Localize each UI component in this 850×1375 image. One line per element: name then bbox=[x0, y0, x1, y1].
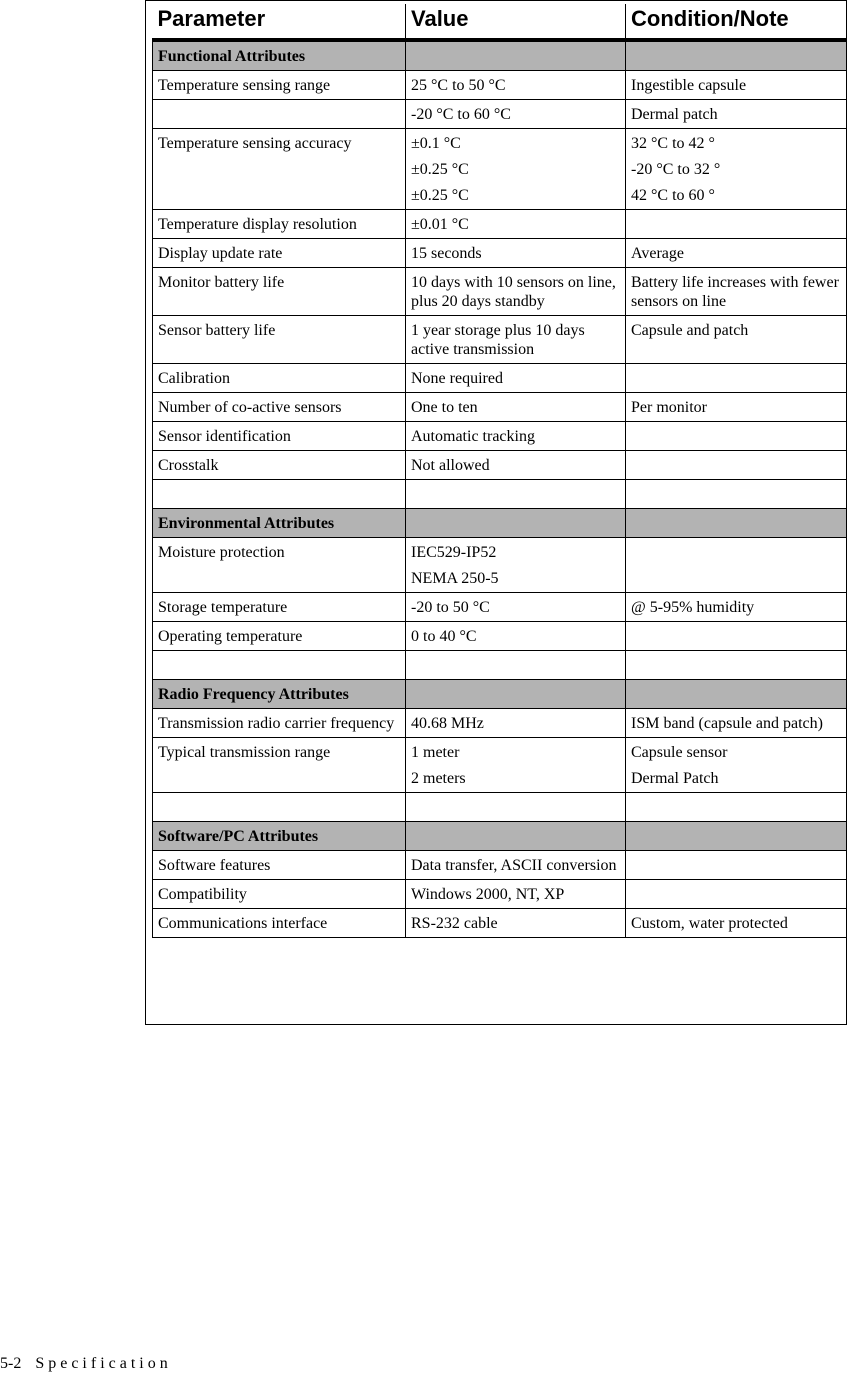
table-row bbox=[153, 71, 847, 100]
condition-cell bbox=[626, 422, 847, 451]
cell-line: IEC529-IP52 bbox=[411, 544, 497, 561]
condition-cell bbox=[626, 622, 847, 651]
value-cell bbox=[406, 538, 626, 593]
cell-line: Sensor identification bbox=[158, 428, 291, 445]
cell-line: Sensor battery life bbox=[158, 322, 276, 339]
blank-row bbox=[153, 651, 847, 680]
section-title-cell: Functional Attributes bbox=[153, 40, 406, 71]
table-row bbox=[153, 210, 847, 239]
cell-line: Operating temperature bbox=[158, 628, 303, 645]
condition-cell bbox=[626, 738, 847, 793]
value-cell bbox=[406, 239, 626, 268]
parameter-cell bbox=[153, 239, 406, 268]
condition-cell bbox=[626, 509, 847, 538]
cell-line: Capsule sensor bbox=[631, 744, 728, 761]
table-row bbox=[153, 268, 847, 316]
value-cell bbox=[406, 651, 626, 680]
condition-cell bbox=[626, 709, 847, 738]
column-header-value: Value bbox=[406, 4, 626, 40]
value-cell bbox=[406, 680, 626, 709]
cell-line: Temperature display resolution bbox=[158, 216, 357, 233]
condition-cell bbox=[626, 364, 847, 393]
cell-line: 0 to 40 °C bbox=[411, 628, 477, 645]
table-row bbox=[153, 738, 847, 793]
value-cell bbox=[406, 393, 626, 422]
condition-cell bbox=[626, 393, 847, 422]
value-cell bbox=[406, 316, 626, 364]
table-row bbox=[153, 909, 847, 938]
cell-line: ±0.1 °C bbox=[411, 135, 461, 152]
parameter-cell bbox=[153, 793, 406, 822]
cell-line: Custom, water protected bbox=[631, 915, 788, 932]
value-cell bbox=[406, 909, 626, 938]
parameter-cell bbox=[153, 909, 406, 938]
value-cell bbox=[406, 622, 626, 651]
parameter-cell bbox=[153, 100, 406, 129]
value-cell bbox=[406, 129, 626, 210]
section-title-cell: Radio Frequency Attributes bbox=[153, 680, 406, 709]
cell-line: Temperature sensing range bbox=[158, 77, 331, 94]
condition-cell bbox=[626, 451, 847, 480]
table-row bbox=[153, 451, 847, 480]
table-row bbox=[153, 622, 847, 651]
page-footer bbox=[0, 1355, 172, 1373]
condition-cell bbox=[626, 316, 847, 364]
parameter-cell bbox=[153, 393, 406, 422]
value-cell bbox=[406, 422, 626, 451]
parameter-cell bbox=[153, 851, 406, 880]
table-header-row bbox=[153, 4, 847, 40]
cell-line: Display update rate bbox=[158, 245, 283, 262]
cell-line: @ 5-95% humidity bbox=[631, 599, 755, 616]
page-number: 5-2 bbox=[0, 1355, 22, 1372]
condition-cell bbox=[626, 680, 847, 709]
cell-line: ±0.25 °C bbox=[411, 161, 469, 178]
parameter-cell bbox=[153, 651, 406, 680]
cell-line: 1 meter bbox=[411, 744, 460, 761]
cell-line: Battery life increases with fewer sensors on line bbox=[631, 274, 839, 310]
value-cell bbox=[406, 480, 626, 509]
parameter-cell bbox=[153, 880, 406, 909]
cell-line: Transmission radio carrier frequency bbox=[158, 715, 395, 732]
column-header-parameter: Parameter bbox=[153, 4, 406, 40]
parameter-cell bbox=[153, 422, 406, 451]
cell-line: Typical transmission range bbox=[158, 744, 331, 761]
value-cell bbox=[406, 793, 626, 822]
condition-cell bbox=[626, 822, 847, 851]
cell-line: Monitor battery life bbox=[158, 274, 285, 291]
cell-line: ISM band (capsule and patch) bbox=[631, 715, 823, 732]
table-row bbox=[153, 709, 847, 738]
value-cell bbox=[406, 593, 626, 622]
parameter-cell bbox=[153, 593, 406, 622]
table-row bbox=[153, 538, 847, 593]
cell-line: 40.68 MHz bbox=[411, 715, 484, 732]
table-row bbox=[153, 593, 847, 622]
value-cell bbox=[406, 210, 626, 239]
cell-line: -20 to 50 °C bbox=[411, 599, 490, 616]
cell-line: 15 seconds bbox=[411, 245, 482, 262]
section-title-cell: Software/PC Attributes bbox=[153, 822, 406, 851]
parameter-cell bbox=[153, 71, 406, 100]
section-header-row bbox=[153, 822, 847, 851]
table-row bbox=[153, 239, 847, 268]
condition-cell bbox=[626, 851, 847, 880]
condition-cell bbox=[626, 651, 847, 680]
cell-line: Ingestible capsule bbox=[631, 77, 747, 94]
condition-cell bbox=[626, 239, 847, 268]
cell-line: Dermal patch bbox=[631, 106, 718, 123]
cell-line: None required bbox=[411, 370, 503, 387]
cell-line: ±0.01 °C bbox=[411, 216, 469, 233]
value-cell bbox=[406, 40, 626, 71]
condition-cell bbox=[626, 909, 847, 938]
cell-line: Per monitor bbox=[631, 399, 707, 416]
cell-line: Number of co-active sensors bbox=[158, 399, 342, 416]
value-cell bbox=[406, 268, 626, 316]
table-body bbox=[153, 40, 847, 938]
parameter-cell bbox=[153, 709, 406, 738]
condition-cell bbox=[626, 880, 847, 909]
cell-line: Temperature sensing accuracy bbox=[158, 135, 352, 152]
condition-cell bbox=[626, 593, 847, 622]
condition-cell bbox=[626, 538, 847, 593]
cell-line: -20 °C to 32 ° bbox=[631, 161, 721, 178]
cell-line: Automatic tracking bbox=[411, 428, 535, 445]
section-header-row bbox=[153, 680, 847, 709]
cell-line: Software features bbox=[158, 857, 271, 874]
value-cell bbox=[406, 822, 626, 851]
blank-row bbox=[153, 793, 847, 822]
table-row bbox=[153, 851, 847, 880]
blank-row bbox=[153, 480, 847, 509]
cell-line: Storage temperature bbox=[158, 599, 288, 616]
cell-line: 25 °C to 50 °C bbox=[411, 77, 506, 94]
cell-line: Moisture protection bbox=[158, 544, 285, 561]
column-header-condition: Condition/Note bbox=[626, 4, 847, 40]
cell-line: NEMA 250-5 bbox=[411, 570, 499, 587]
spec-table bbox=[152, 4, 847, 938]
table-row bbox=[153, 100, 847, 129]
cell-line: Calibration bbox=[158, 370, 230, 387]
cell-line: Dermal Patch bbox=[631, 770, 719, 787]
value-cell bbox=[406, 880, 626, 909]
cell-line: 42 °C to 60 ° bbox=[631, 187, 715, 204]
section-header-row bbox=[153, 509, 847, 538]
cell-line: 32 °C to 42 ° bbox=[631, 135, 715, 152]
value-cell bbox=[406, 851, 626, 880]
condition-cell bbox=[626, 40, 847, 71]
cell-line: Capsule and patch bbox=[631, 322, 749, 339]
cell-line: Windows 2000, NT, XP bbox=[411, 886, 565, 903]
value-cell bbox=[406, 100, 626, 129]
condition-cell bbox=[626, 480, 847, 509]
table-row bbox=[153, 129, 847, 210]
value-cell bbox=[406, 451, 626, 480]
table-row bbox=[153, 316, 847, 364]
table-row bbox=[153, 393, 847, 422]
cell-line: Data transfer, ASCII conversion bbox=[411, 857, 617, 874]
cell-line: Communications interface bbox=[158, 915, 328, 932]
condition-cell bbox=[626, 71, 847, 100]
cell-line: 10 days with 10 sensors on line, plus 20 days standby bbox=[411, 274, 616, 310]
parameter-cell bbox=[153, 210, 406, 239]
parameter-cell bbox=[153, 622, 406, 651]
cell-line: 2 meters bbox=[411, 770, 466, 787]
table-row bbox=[153, 364, 847, 393]
section-title-cell: Environmental Attributes bbox=[153, 509, 406, 538]
parameter-cell bbox=[153, 451, 406, 480]
table-row bbox=[153, 880, 847, 909]
section-title: Specification bbox=[35, 1355, 172, 1372]
cell-line: Crosstalk bbox=[158, 457, 219, 474]
cell-line: -20 °C to 60 °C bbox=[411, 106, 511, 123]
cell-line: Average bbox=[631, 245, 684, 262]
value-cell bbox=[406, 738, 626, 793]
parameter-cell bbox=[153, 364, 406, 393]
cell-line: RS-232 cable bbox=[411, 915, 498, 932]
section-header-row bbox=[153, 40, 847, 71]
condition-cell bbox=[626, 210, 847, 239]
value-cell bbox=[406, 364, 626, 393]
table-row bbox=[153, 422, 847, 451]
parameter-cell bbox=[153, 268, 406, 316]
value-cell bbox=[406, 509, 626, 538]
condition-cell bbox=[626, 793, 847, 822]
value-cell bbox=[406, 709, 626, 738]
cell-line: Not allowed bbox=[411, 457, 490, 474]
cell-line: Compatibility bbox=[158, 886, 247, 903]
parameter-cell bbox=[153, 538, 406, 593]
value-cell bbox=[406, 71, 626, 100]
cell-line: 1 year storage plus 10 days active transmission bbox=[411, 322, 585, 358]
parameter-cell bbox=[153, 129, 406, 210]
parameter-cell bbox=[153, 316, 406, 364]
parameter-cell bbox=[153, 738, 406, 793]
condition-cell bbox=[626, 268, 847, 316]
cell-line: One to ten bbox=[411, 399, 478, 416]
condition-cell bbox=[626, 129, 847, 210]
condition-cell bbox=[626, 100, 847, 129]
parameter-cell bbox=[153, 480, 406, 509]
cell-line: ±0.25 °C bbox=[411, 187, 469, 204]
